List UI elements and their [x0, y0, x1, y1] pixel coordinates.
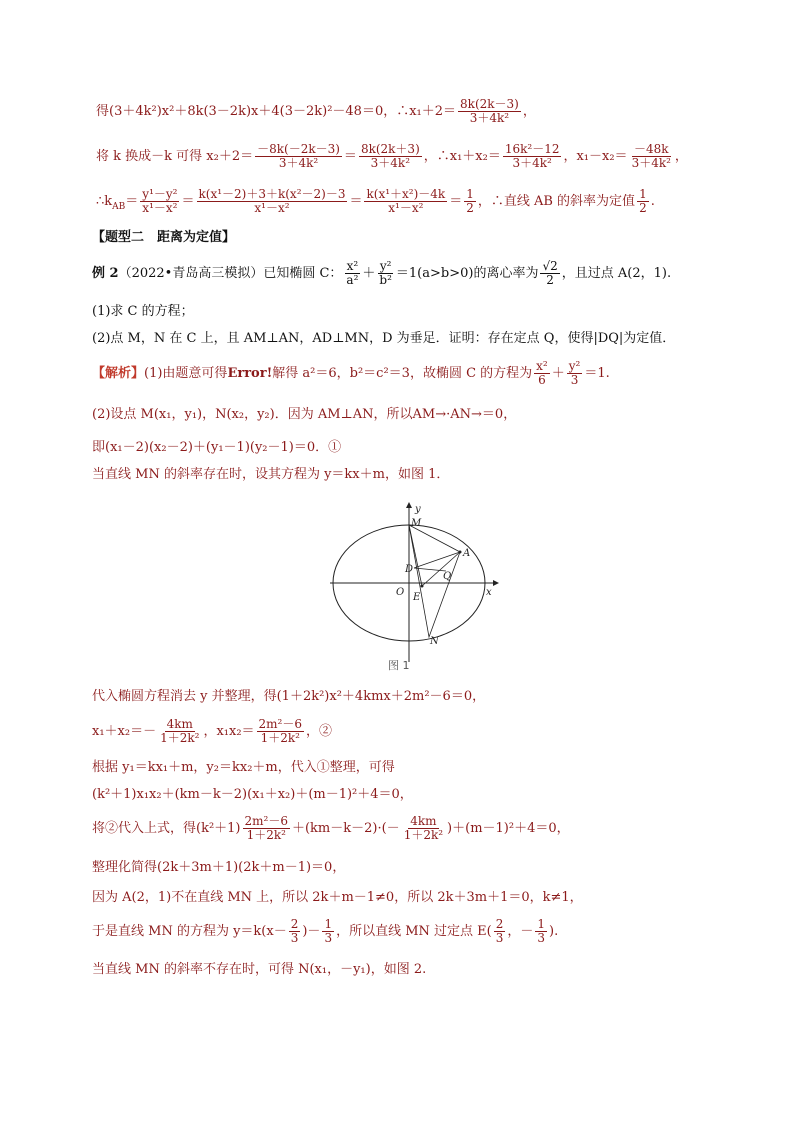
fixed-point-line: 于是直线 MN 的方程为 y＝k(x－ $\frac{2}{3}$ )－ $\frac{1}{3}$ ，所以直线 MN 过定点 E( $\frac{2}{3}$ ，－ $\frac{1}{3}$ ).	[92, 917, 559, 946]
fraction: $\frac{4km}{\text{1＋2k²}}$	[403, 814, 444, 843]
point-label-o: O	[396, 587, 405, 598]
fraction: $\frac{2}{3}$	[290, 917, 299, 946]
ellipse-figure-1	[325, 500, 500, 670]
vieta-line: x₁＋x₂＝－ $\frac{4km}{\text{1＋2k²}}$ ，x₁x₂＝ $\frac{\text{2m²－6}}{\text{1＋2k²}}$ ，②	[92, 717, 333, 746]
fraction: $\frac{2}{3}$	[495, 917, 504, 946]
fraction: $\frac{\text{y¹－y²}}{\text{x¹－x²}}$	[142, 187, 178, 216]
solution-part-1: 【解析】(1)由题意可得Error!解得 a²＝6，b²＝c²＝3，故椭圆 C 的方程为 $\frac{\text{x²}}{6}$ ＋ $\frac{\text{y²}}{3}$ ＝1.	[92, 359, 610, 388]
question-2: (2)点 M，N 在 C 上，且 AM⊥AN，AD⊥MN，D 为垂足．证明：存在定点 Q，使得|DQ|为定值．	[92, 331, 676, 346]
fraction: $\frac{\text{16k²－12}}{\text{3＋4k²}}$	[504, 142, 560, 171]
point-label-d: D	[405, 564, 414, 575]
fraction: $\frac{\text{2m²－6}}{\text{1＋2k²}}$	[244, 814, 288, 843]
derivation-line-2: 将 k 换成－k 可得 x₂＋2＝ $\frac{-8k(-2k-3)}{\text{3＋4k²}}$ ＝ $\frac{8k(2k+3)}{\text{3＋4k²}}$ ，∴x₁＋x₂＝ $\frac{\text{16k²－12}}{\text{3＋4k²}}$ ，x₁－x₂＝ $\frac{-48k}{\text{3＋4k²}}$ ，	[96, 142, 688, 171]
equation-1: 即(x₁－2)(x₂－2)＋(y₁－1)(y₂－1)＝0．①	[92, 440, 342, 455]
point-label-n: N	[430, 636, 439, 647]
figure-caption: 图 1	[388, 659, 410, 672]
fraction: $\frac{\text{y²}}{3}$	[568, 359, 581, 388]
fraction: $\frac{-8k(-2k-3)}{\text{3＋4k²}}$	[257, 142, 340, 171]
point-label-a: A	[463, 548, 471, 559]
derivation-line-3: $\therefore k_{AB}=$ $\frac{\text{y¹－y²}}{\text{x¹－x²}}$ ＝ $\frac{\text{k(x¹－2)＋3＋k(x²－2)－3}}{\text{x¹－x²}}$ ＝ $\frac{\text{k(x¹＋x²)－4k}}{\text{x¹－x²}}$ ＝ $\frac{1}{2}$ ，∴直线 AB 的斜率为定值 $\frac{1}{2}$ .	[96, 187, 655, 216]
example-2-statement: 例 2（2022•青岛高三模拟）已知椭圆 C： $\frac{\text{x²}}{\text{a²}}$ ＋ $\frac{\text{y²}}{\text{b²}}$ ＝1(a>b>0)的离心率为 $\frac{√2}{2}$ ，且过点 A(2，1).	[92, 259, 672, 288]
fraction: $\frac{\text{y²}}{\text{b²}}$	[379, 259, 392, 288]
substitute-2-line: 将②代入上式，得(k²＋1) $\frac{\text{2m²－6}}{\text{1＋2k²}}$ ＋(km－k－2)·(－ $\frac{4km}{\text{1＋2k²}}$ )＋(m－1)²＋4＝0，	[92, 814, 570, 843]
slope-undefined-case: 当直线 MN 的斜率不存在时，可得 N(x₁，－y₁)，如图 2.	[92, 962, 427, 977]
text: 得(3＋4k²)x²＋8k(3－2k)x＋4(3－2k)²－48＝0，∴x₁＋2＝	[96, 104, 457, 120]
fraction: $\frac{\text{2m²－6}}{\text{1＋2k²}}$	[258, 717, 303, 746]
fraction: $\frac{4km}{\text{1＋2k²}}$	[160, 717, 200, 746]
solution-tag: 【解析】	[92, 366, 145, 382]
point-label-q: Q	[443, 571, 452, 582]
axis-label-x: x	[486, 587, 492, 598]
fraction: $\frac{\text{x²}}{6}$	[536, 359, 548, 388]
factor-line: 整理化简得(2k＋3m＋1)(2k＋m－1)＝0，	[92, 860, 346, 875]
fraction: $\frac{\text{k(x¹－2)＋3＋k(x²－2)－3}}{\text{x¹－x²}}$	[198, 187, 346, 216]
slope-exists-case: 当直线 MN 的斜率存在时，设其方程为 y＝kx＋m，如图 1．	[92, 467, 450, 482]
fraction: $\frac{1}{3}$	[324, 917, 333, 946]
substitute-line: 根据 y₁＝kx₁＋m，y₂＝kx₂＋m，代入①整理，可得	[92, 760, 395, 775]
question-1: (1)求 C 的方程；	[92, 304, 194, 319]
fraction: $\frac{8k(2k+3)}{\text{3＋4k²}}$	[360, 142, 420, 171]
solution-part-2-intro: (2)设点 M(x₁，y₁)，N(x₂，y₂)．因为 AM⊥AN，所以AM→·AN→＝0，	[92, 407, 517, 422]
expanded-equation: (k²＋1)x₁x₂＋(km－k－2)(x₁＋x₂)＋(m－1)²＋4＝0，	[92, 787, 413, 802]
fraction: $\frac{\text{x²}}{\text{a²}}$	[346, 259, 359, 288]
fraction: $\frac{√2}{2}$	[542, 259, 558, 288]
section-title: 【题型二 距离为定值】	[92, 230, 236, 245]
fraction: $\frac{-48k}{\text{3＋4k²}}$	[631, 142, 671, 171]
axis-label-y: y	[415, 504, 421, 515]
fraction: $\frac{1}{2}$	[639, 187, 647, 216]
point-label-e: E	[413, 592, 421, 603]
substitution-line: 代入椭圆方程消去 y 并整理，得(1＋2k²)x²＋4kmx＋2m²－6＝0，	[92, 689, 486, 704]
derivation-line-1: 得(3＋4k²)x²＋8k(3－2k)x＋4(3－2k)²－48＝0，∴x₁＋2＝ $\frac{8k(2k-3)}{\text{3＋4k²}}$ ，	[96, 97, 536, 126]
fraction: $\frac{1}{3}$	[537, 917, 546, 946]
conclusion-line: 因为 A(2，1)不在直线 MN 上，所以 2k＋m－1≠0，所以 2k＋3m＋1＝0，k≠1，	[92, 890, 583, 905]
fraction: $\frac{8k(2k-3)}{\text{3＋4k²}}$	[460, 97, 519, 126]
point-label-m: M	[411, 518, 422, 529]
fraction: $\frac{\text{k(x¹＋x²)－4k}}{\text{x¹－x²}}$	[366, 187, 446, 216]
fraction: $\frac{1}{2}$	[466, 187, 474, 216]
